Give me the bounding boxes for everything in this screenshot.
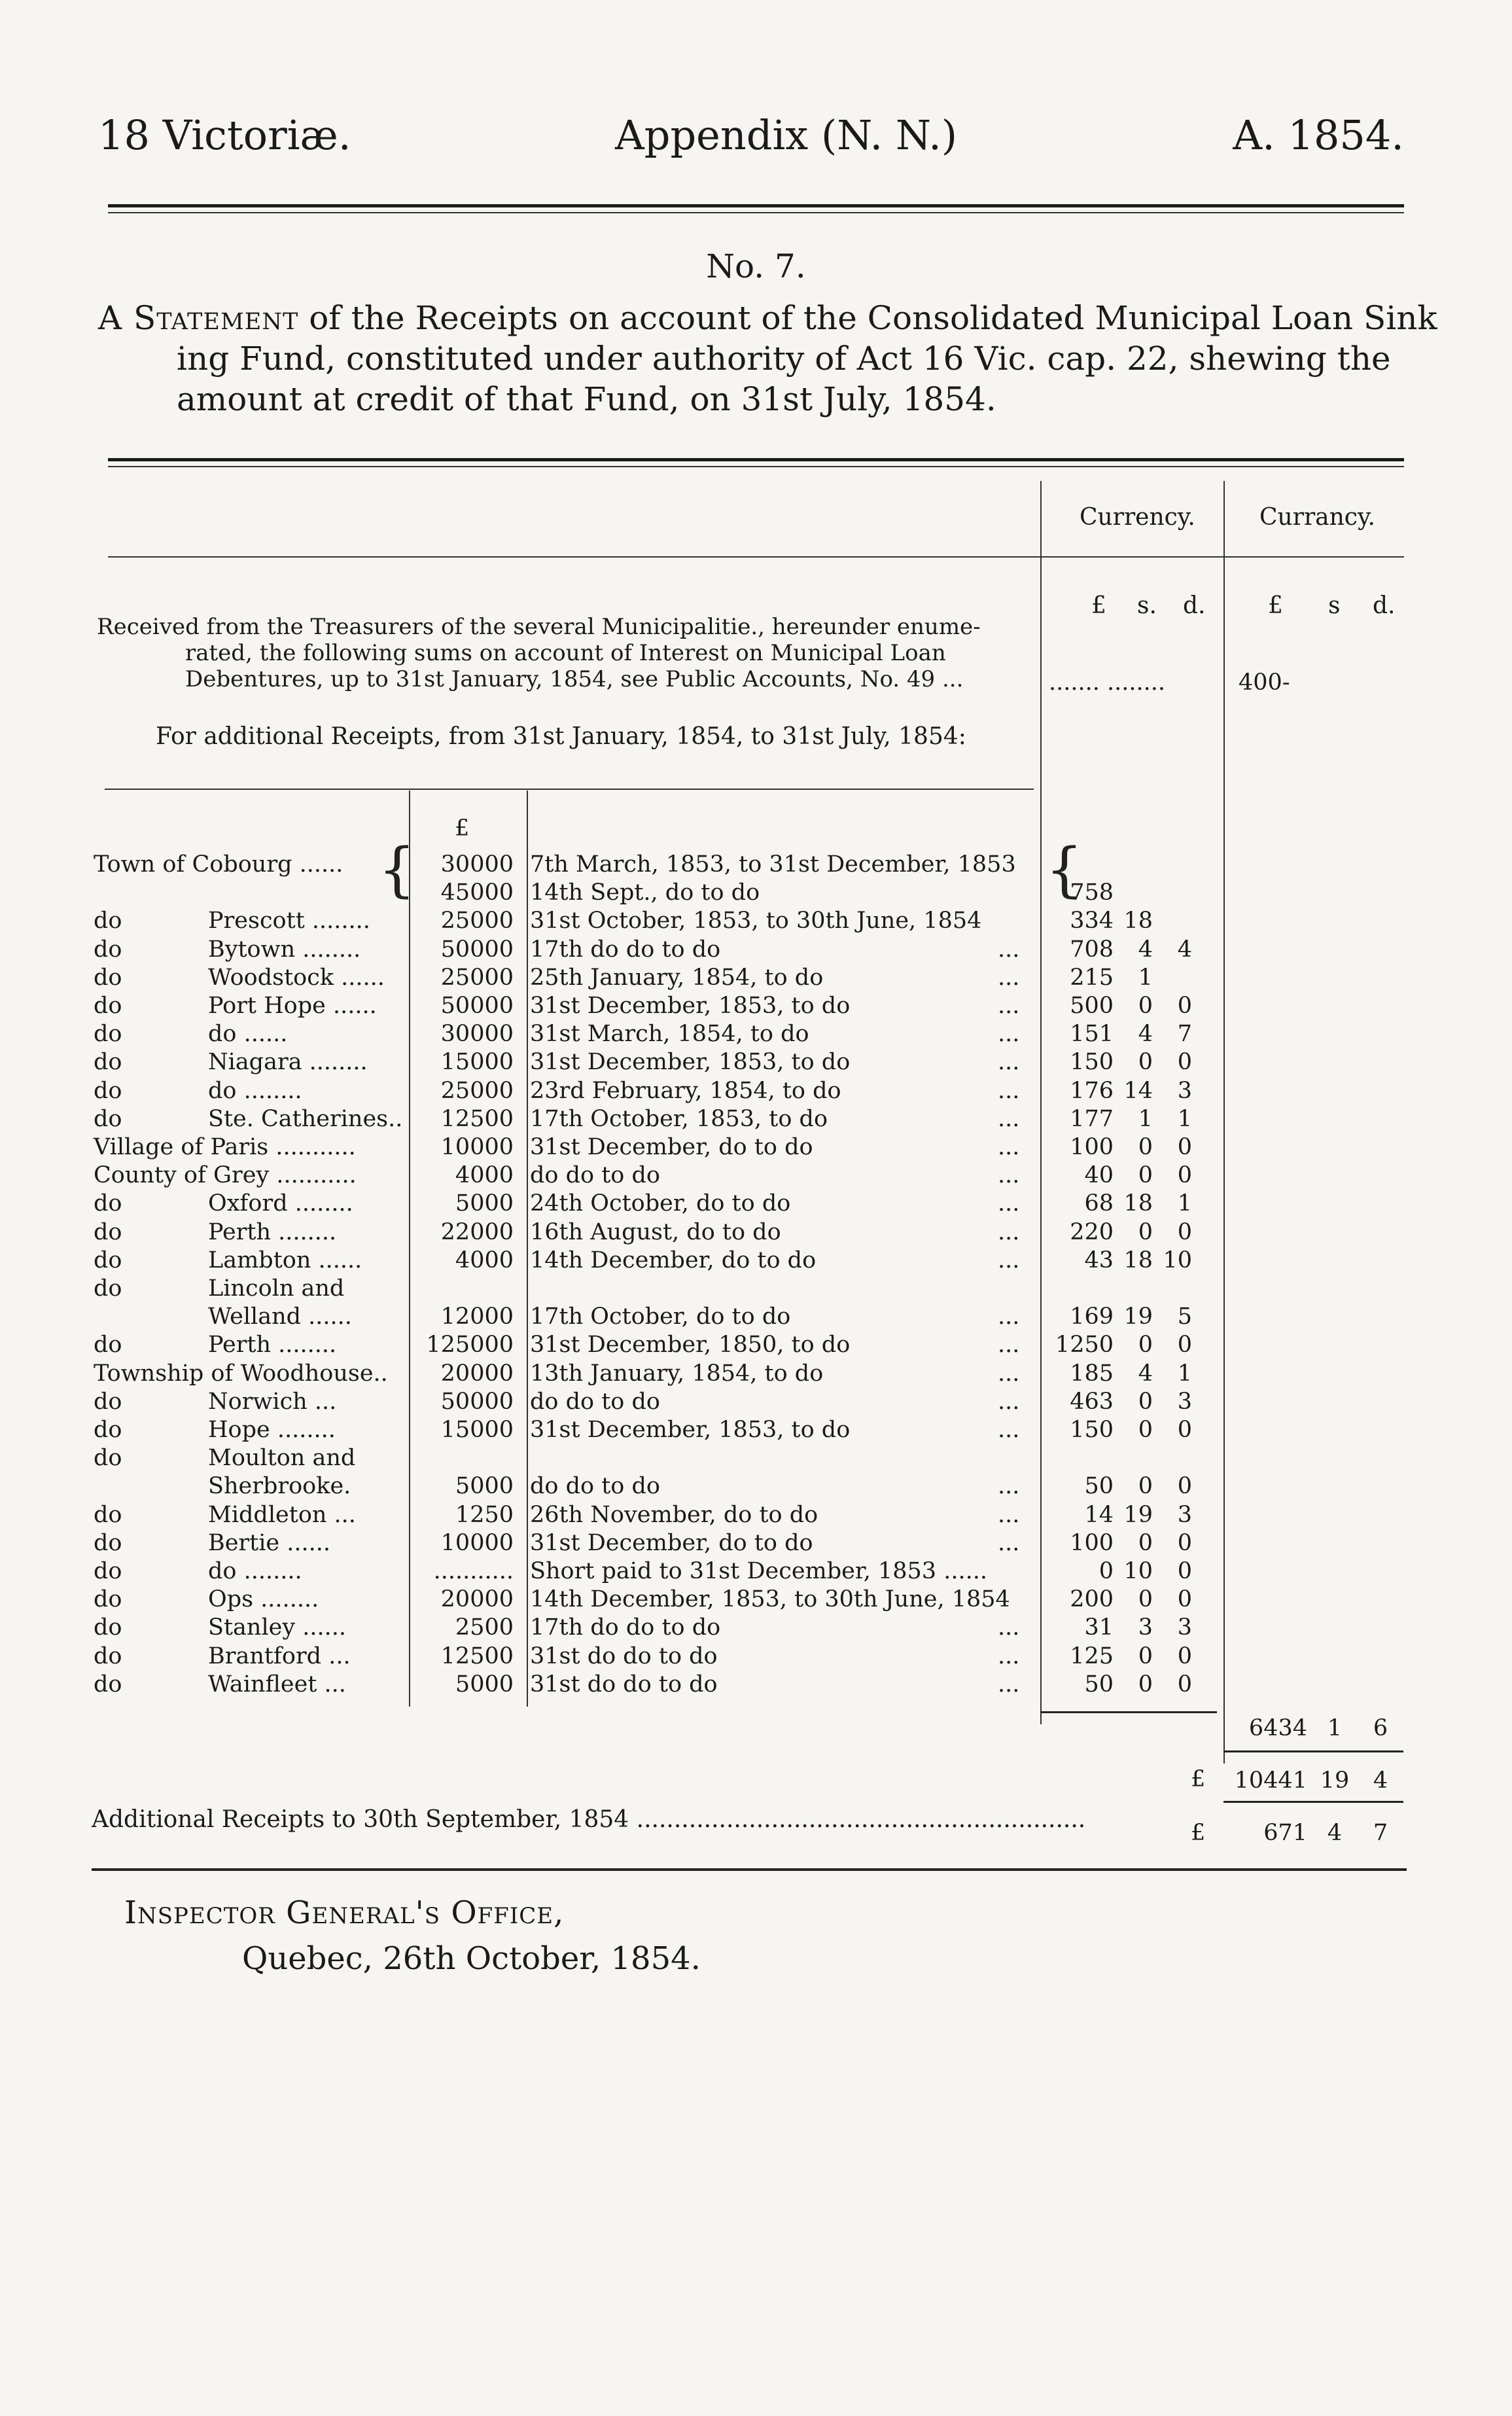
row-5-place: Port Hope ......: [208, 993, 377, 1019]
row-6-s: 4: [1138, 1021, 1153, 1048]
row-2-l: 334: [1070, 908, 1114, 934]
row-12-dots: ...: [998, 1190, 1020, 1217]
row-16-s: 19: [1123, 1304, 1153, 1330]
row-20-period: 31st December, 1853, to do: [530, 1417, 851, 1443]
row-4-dots: ...: [998, 964, 1020, 991]
row-26-s: 0: [1138, 1586, 1153, 1613]
row-12-place: Oxford ........: [208, 1190, 353, 1217]
row-19-place: Norwich ...: [208, 1388, 337, 1415]
row-10-l: 100: [1070, 1134, 1114, 1160]
row-29-s: 0: [1138, 1671, 1153, 1697]
office-date: Quebec, 26th October, 1854.: [242, 1940, 701, 1977]
additional-receipts-label: Additional Receipts to 30th September, 1854 ............................................................: [92, 1806, 1086, 1833]
row-13-principal: 22000: [440, 1218, 514, 1245]
row-24-dots: ...: [998, 1529, 1020, 1556]
row-8-period: 23rd February, 1854, to do: [530, 1077, 841, 1104]
row-18-d: 1: [1177, 1360, 1192, 1387]
principal-head: £: [455, 815, 470, 842]
row-10-d: 0: [1177, 1134, 1192, 1160]
row-27-l: 31: [1084, 1614, 1114, 1641]
row-9-l: 177: [1070, 1105, 1114, 1132]
row-11-dots: ...: [998, 1162, 1020, 1189]
row-3-period: 17th do do to do: [530, 936, 721, 963]
row-9-place: Ste. Catherines..: [208, 1105, 403, 1132]
row-25-principal: ...........: [433, 1558, 514, 1584]
row-17-dots: ...: [998, 1332, 1020, 1359]
row-13-place: Perth ........: [208, 1218, 337, 1245]
row-21-muni: do: [94, 1445, 122, 1472]
row-12-l: 68: [1084, 1190, 1114, 1217]
row-11-muni: County of Grey ...........: [94, 1162, 357, 1189]
lsd1-shillings: s.: [1137, 592, 1157, 619]
header-rule: [108, 204, 1404, 207]
row-11-period: do do to do: [530, 1162, 660, 1189]
row-27-place: Stanley ......: [208, 1614, 347, 1641]
row-23-muni: do: [94, 1501, 122, 1528]
row-9-principal: 12500: [440, 1105, 514, 1132]
row-28-muni: do: [94, 1643, 122, 1669]
row-3-d: 4: [1177, 936, 1192, 963]
row-26-period: 14th December, 1853, to 30th June, 1854: [530, 1586, 1010, 1613]
row-14-period: 14th December, do to do: [530, 1247, 817, 1273]
row-20-d: 0: [1177, 1417, 1192, 1443]
title-line1: of the Receipts on account of the Consolidated Municipal Loan Sink: [298, 299, 1437, 337]
row-12-principal: 5000: [455, 1190, 514, 1217]
row-28-dots: ...: [998, 1643, 1020, 1669]
row-19-period: do do to do: [530, 1388, 660, 1415]
row-9-s: 1: [1138, 1105, 1153, 1132]
row-4-principal: 25000: [440, 964, 514, 991]
row-29-place: Wainfleet ...: [208, 1671, 346, 1697]
subtotal-rule: [1040, 1711, 1217, 1713]
row-5-dots: ...: [998, 993, 1020, 1019]
row-16-place: Welland ......: [208, 1304, 352, 1330]
additional-symbol: £: [1191, 1820, 1206, 1846]
row-13-period: 16th August, do to do: [530, 1218, 781, 1245]
row-4-muni: do: [94, 964, 122, 991]
row-2-period: 31st October, 1853, to 30th June, 1854: [530, 908, 982, 934]
intro-line2: rated, the following sums on account of Interest on Municipal Loan: [185, 640, 946, 666]
total-pence: 4: [1373, 1768, 1388, 1794]
total-under-rule: [1223, 1801, 1403, 1803]
title-lead: A Statement: [98, 299, 299, 337]
row-3-place: Bytown ........: [208, 936, 361, 963]
row-6-place: do ......: [208, 1021, 288, 1048]
row-17-muni: do: [94, 1332, 122, 1359]
row-6-d: 7: [1177, 1021, 1192, 1048]
row-5-period: 31st December, 1853, to do: [530, 993, 851, 1019]
row-10-principal: 10000: [440, 1134, 514, 1160]
row-28-period: 31st do do to do: [530, 1643, 718, 1669]
table-top-rule: [108, 458, 1404, 461]
row-18-principal: 20000: [440, 1360, 514, 1387]
row-17-period: 31st December, 1850, to do: [530, 1332, 851, 1359]
row-18-s: 4: [1138, 1360, 1153, 1387]
row-2-place: Prescott ........: [208, 908, 370, 934]
row-25-d: 0: [1177, 1558, 1192, 1584]
row-1-principal: 45000: [440, 879, 514, 906]
intro-dots: ....... ........: [1049, 669, 1166, 696]
row-13-d: 0: [1177, 1218, 1192, 1245]
row-24-principal: 10000: [440, 1529, 514, 1556]
row-17-place: Perth ........: [208, 1332, 337, 1359]
row-8-d: 3: [1177, 1077, 1192, 1104]
row-4-period: 25th January, 1854, to do: [530, 964, 824, 991]
row-20-dots: ...: [998, 1417, 1020, 1443]
row-12-d: 1: [1177, 1190, 1192, 1217]
subtotal-shillings: 1: [1327, 1715, 1343, 1741]
row-3-principal: 50000: [440, 936, 514, 963]
row-24-place: Bertie ......: [208, 1529, 331, 1556]
row-15-place: Lincoln and: [208, 1275, 345, 1302]
additional-pounds: 671: [1263, 1820, 1307, 1846]
row-22-period: do do to do: [530, 1473, 660, 1500]
additional-pence: 7: [1373, 1820, 1388, 1846]
row-16-period: 17th October, do to do: [530, 1304, 791, 1330]
header-rule-thin: [108, 212, 1404, 213]
row-2-muni: do: [94, 908, 122, 934]
row-24-d: 0: [1177, 1529, 1192, 1556]
row-14-place: Lambton ......: [208, 1247, 362, 1273]
row-22-s: 0: [1138, 1473, 1153, 1500]
row-20-place: Hope ........: [208, 1417, 336, 1443]
row-27-muni: do: [94, 1614, 122, 1641]
subtotal-pence: 6: [1373, 1715, 1388, 1741]
row-10-dots: ...: [998, 1134, 1020, 1160]
row-2-s: 18: [1123, 908, 1153, 934]
row-23-d: 3: [1177, 1501, 1192, 1528]
row-7-period: 31st December, 1853, to do: [530, 1049, 851, 1076]
row-28-l: 125: [1070, 1643, 1114, 1669]
row-19-d: 3: [1177, 1388, 1192, 1415]
row-18-l: 185: [1070, 1360, 1114, 1387]
subtotal-pounds: 6434: [1248, 1715, 1307, 1741]
row-29-principal: 5000: [455, 1671, 514, 1697]
row-22-l: 50: [1084, 1473, 1114, 1500]
row-22-principal: 5000: [455, 1473, 514, 1500]
cobourg-brace: {: [378, 836, 416, 904]
row-11-d: 0: [1177, 1162, 1192, 1189]
row-25-s: 10: [1123, 1558, 1153, 1584]
header-center: Appendix (N. N.): [615, 111, 958, 159]
row-24-period: 31st December, do to do: [530, 1529, 813, 1556]
row-19-l: 463: [1070, 1388, 1114, 1415]
running-header: [98, 111, 1404, 164]
row-23-s: 19: [1123, 1501, 1153, 1528]
total-pounds: 10441: [1234, 1768, 1307, 1794]
row-14-principal: 4000: [455, 1247, 514, 1273]
row-3-s: 4: [1138, 936, 1153, 963]
statement-title: [98, 298, 1437, 419]
row-25-period: Short paid to 31st December, 1853 ......: [530, 1558, 987, 1584]
lsd2-pence: d.: [1373, 592, 1396, 619]
row-7-l: 150: [1070, 1049, 1114, 1076]
row-28-d: 0: [1177, 1643, 1192, 1669]
row-6-period: 31st March, 1854, to do: [530, 1021, 809, 1048]
row-5-d: 0: [1177, 993, 1192, 1019]
row-10-s: 0: [1138, 1134, 1153, 1160]
row-19-s: 0: [1138, 1388, 1153, 1415]
row-20-muni: do: [94, 1417, 122, 1443]
row-0-muni: Town of Cobourg ......: [94, 851, 343, 878]
total-rule: [1223, 1750, 1403, 1752]
row-8-s: 14: [1123, 1077, 1153, 1104]
row-3-l: 708: [1070, 936, 1114, 963]
row-26-place: Ops ........: [208, 1586, 319, 1613]
row-26-muni: do: [94, 1586, 122, 1613]
row-18-period: 13th January, 1854, to do: [530, 1360, 824, 1387]
row-9-period: 17th October, 1853, to do: [530, 1105, 828, 1132]
row-7-principal: 15000: [440, 1049, 514, 1076]
row-23-place: Middleton ...: [208, 1501, 356, 1528]
row-17-s: 0: [1138, 1332, 1153, 1359]
intro-line1: Received from the Treasurers of the several Municipalitie., hereunder enume-: [97, 614, 981, 640]
header-right: A. 1854.: [1233, 111, 1404, 159]
total-shillings: 19: [1320, 1768, 1350, 1794]
row-14-dots: ...: [998, 1247, 1020, 1273]
row-27-d: 3: [1177, 1614, 1192, 1641]
row-0-principal: 30000: [440, 851, 514, 878]
row-20-principal: 15000: [440, 1417, 514, 1443]
row-8-place: do ........: [208, 1077, 302, 1104]
row-26-d: 0: [1177, 1586, 1192, 1613]
row-6-l: 151: [1070, 1021, 1114, 1048]
row-9-muni: do: [94, 1105, 122, 1132]
row-17-principal: 125000: [426, 1332, 514, 1359]
row-20-l: 150: [1070, 1417, 1114, 1443]
row-27-period: 17th do do to do: [530, 1614, 721, 1641]
office-name: Inspector General's Office,: [124, 1894, 565, 1931]
row-12-period: 24th October, do to do: [530, 1190, 791, 1217]
row-22-dots: ...: [998, 1473, 1020, 1500]
row-26-principal: 20000: [440, 1586, 514, 1613]
row-28-s: 0: [1138, 1643, 1153, 1669]
row-7-dots: ...: [998, 1049, 1020, 1076]
table-top-rule-thin: [108, 466, 1404, 467]
intro-line3: Debentures, up to 31st January, 1854, see Public Accounts, No. 49 ...: [185, 666, 964, 692]
row-10-period: 31st December, do to do: [530, 1134, 813, 1160]
row-16-principal: 12000: [440, 1304, 514, 1330]
row-16-l: 169: [1070, 1304, 1114, 1330]
intro-paragraph: [97, 614, 1032, 692]
row-22-place: Sherbrooke.: [208, 1473, 351, 1500]
row-8-muni: do: [94, 1077, 122, 1104]
row-7-place: Niagara ........: [208, 1049, 368, 1076]
currency-header-1: Currency.: [1080, 504, 1195, 531]
amount-brace: {: [1046, 836, 1083, 904]
row-6-dots: ...: [998, 1021, 1020, 1048]
row-6-principal: 30000: [440, 1021, 514, 1048]
additional-receipts-heading: For additional Receipts, from 31st January, 1854, to 31st July, 1854:: [156, 723, 966, 750]
title-line2: ing Fund, constituted under authority of Act 16 Vic. cap. 22, shewing the: [177, 340, 1391, 378]
row-7-muni: do: [94, 1049, 122, 1076]
row-15-muni: do: [94, 1275, 122, 1302]
lsd2-pounds: £: [1268, 592, 1283, 619]
row-24-muni: do: [94, 1529, 122, 1556]
subtable-top-rule: [105, 789, 1034, 790]
row-8-l: 176: [1070, 1077, 1114, 1104]
row-3-muni: do: [94, 936, 122, 963]
row-19-dots: ...: [998, 1388, 1020, 1415]
row-23-l: 14: [1084, 1501, 1114, 1528]
row-4-place: Woodstock ......: [208, 964, 385, 991]
row-17-d: 0: [1177, 1332, 1192, 1359]
row-3-dots: ...: [998, 936, 1020, 963]
row-27-principal: 2500: [455, 1614, 514, 1641]
currency2-left-rule: [1223, 481, 1225, 1764]
row-13-muni: do: [94, 1218, 122, 1245]
currency1-left-rule: [1040, 481, 1042, 1724]
additional-shillings: 4: [1327, 1820, 1343, 1846]
row-27-s: 3: [1138, 1614, 1153, 1641]
row-25-l: 0: [1099, 1558, 1114, 1584]
row-11-s: 0: [1138, 1162, 1153, 1189]
row-8-dots: ...: [998, 1077, 1020, 1104]
total-symbol: £: [1191, 1766, 1206, 1792]
row-16-dots: ...: [998, 1304, 1020, 1330]
row-0-period: 7th March, 1853, to 31st December, 1853: [530, 851, 1016, 878]
row-20-s: 0: [1138, 1417, 1153, 1443]
row-19-principal: 50000: [440, 1388, 514, 1415]
row-13-s: 0: [1138, 1218, 1153, 1245]
row-11-l: 40: [1084, 1162, 1114, 1189]
period-left-rule: [527, 791, 528, 1707]
row-28-principal: 12500: [440, 1643, 514, 1669]
row-5-muni: do: [94, 993, 122, 1019]
row-25-muni: do: [94, 1558, 122, 1584]
row-12-s: 18: [1123, 1190, 1153, 1217]
row-14-muni: do: [94, 1247, 122, 1273]
row-14-l: 43: [1084, 1247, 1114, 1273]
row-4-s: 1: [1138, 964, 1153, 991]
row-21-place: Moulton and: [208, 1445, 356, 1472]
row-2-principal: 25000: [440, 908, 514, 934]
row-18-dots: ...: [998, 1360, 1020, 1387]
title-line3: amount at credit of that Fund, on 31st July, 1854.: [177, 380, 996, 418]
row-23-period: 26th November, do to do: [530, 1501, 818, 1528]
row-9-dots: ...: [998, 1105, 1020, 1132]
row-12-muni: do: [94, 1190, 122, 1217]
row-14-d: 10: [1163, 1247, 1192, 1273]
row-29-d: 0: [1177, 1671, 1192, 1697]
header-under-rule: [108, 556, 1404, 558]
row-18-muni: Township of Woodhouse..: [94, 1360, 388, 1387]
row-27-dots: ...: [998, 1614, 1020, 1641]
row-24-l: 100: [1070, 1529, 1114, 1556]
row-1-l: 758: [1070, 879, 1114, 906]
lsd1-pence: d.: [1183, 592, 1206, 619]
row-7-d: 0: [1177, 1049, 1192, 1076]
footer-rule: [92, 1868, 1407, 1871]
row-10-muni: Village of Paris ...........: [94, 1134, 356, 1160]
row-4-l: 215: [1070, 964, 1114, 991]
principal-left-rule: [409, 791, 410, 1707]
row-29-muni: do: [94, 1671, 122, 1697]
row-28-place: Brantford ...: [208, 1643, 351, 1669]
row-8-principal: 25000: [440, 1077, 514, 1104]
row-19-muni: do: [94, 1388, 122, 1415]
row-29-dots: ...: [998, 1671, 1020, 1697]
row-5-principal: 50000: [440, 993, 514, 1019]
row-11-principal: 4000: [455, 1162, 514, 1189]
row-29-period: 31st do do to do: [530, 1671, 718, 1697]
row-9-d: 1: [1177, 1105, 1192, 1132]
lsd2-shillings: s: [1328, 592, 1341, 619]
header-left: 18 Victoriæ.: [98, 111, 351, 159]
row-14-s: 18: [1123, 1247, 1153, 1273]
row-16-d: 5: [1177, 1304, 1192, 1330]
row-29-l: 50: [1084, 1671, 1114, 1697]
row-5-l: 500: [1070, 993, 1114, 1019]
document-number: No. 7.: [706, 247, 806, 285]
currency-header-2: Currancy.: [1259, 504, 1375, 531]
row-17-l: 1250: [1055, 1332, 1114, 1359]
row-7-s: 0: [1138, 1049, 1153, 1076]
row-13-l: 220: [1070, 1218, 1114, 1245]
row-22-d: 0: [1177, 1473, 1192, 1500]
row-23-principal: 1250: [455, 1501, 514, 1528]
row-24-s: 0: [1138, 1529, 1153, 1556]
row-5-s: 0: [1138, 993, 1153, 1019]
row-13-dots: ...: [998, 1218, 1020, 1245]
row-1-period: 14th Sept., do to do: [530, 879, 760, 906]
row-26-l: 200: [1070, 1586, 1114, 1613]
row-25-place: do ........: [208, 1558, 302, 1584]
lsd1-pounds: £: [1091, 592, 1106, 619]
intro-amount: 400-: [1239, 669, 1290, 696]
row-23-dots: ...: [998, 1501, 1020, 1528]
row-6-muni: do: [94, 1021, 122, 1048]
